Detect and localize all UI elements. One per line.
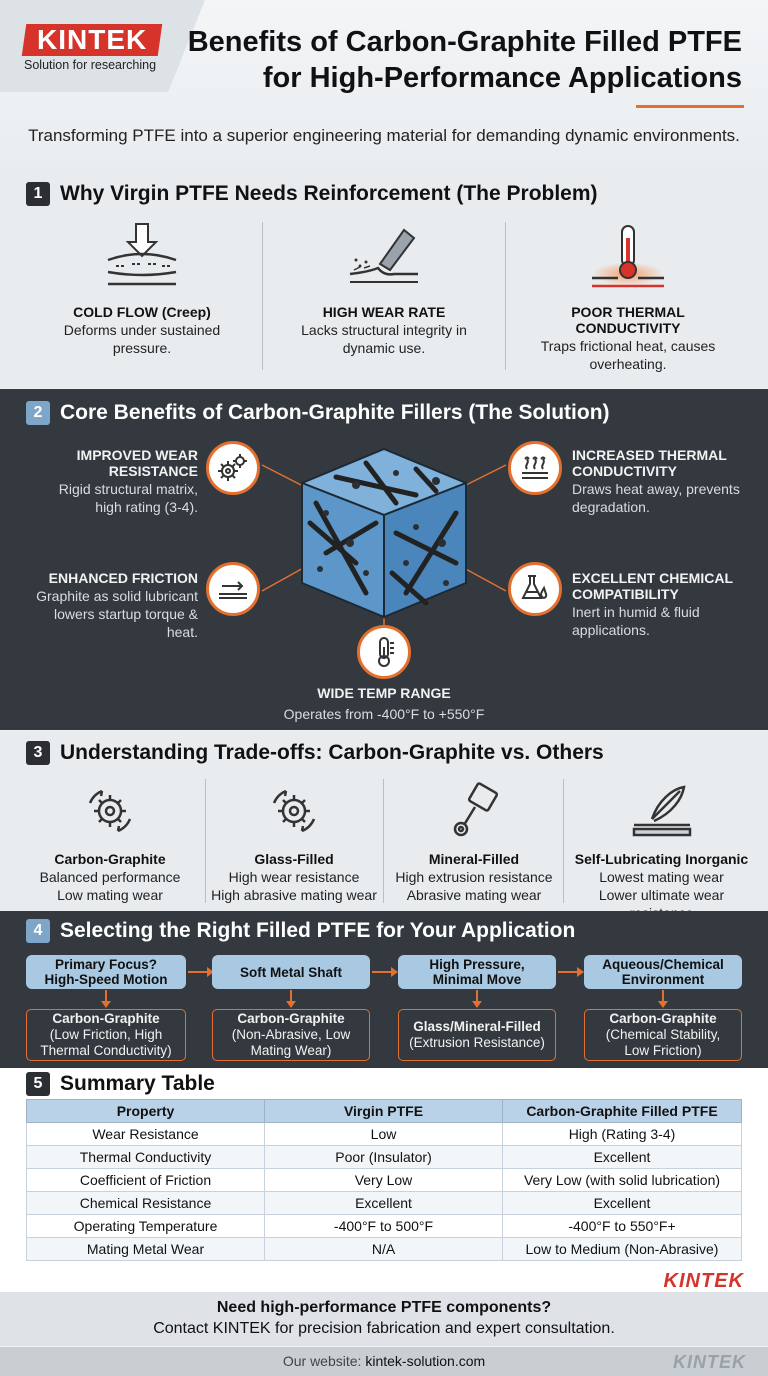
thermometer-icon	[357, 625, 411, 679]
table-cell: Coefficient of Friction	[27, 1169, 265, 1192]
feather-icon	[559, 775, 764, 847]
section-title: Selecting the Right Filled PTFE for Your Application	[60, 919, 576, 942]
problem-desc: pressure.	[112, 340, 172, 356]
tagline: Solution for researching	[24, 58, 157, 72]
footer-watermark-logo: KINTEK	[673, 1352, 746, 1372]
footer-logo[interactable]: KINTEK	[663, 1270, 744, 1292]
table-cell: N/A	[265, 1238, 503, 1261]
section-heading	[26, 919, 575, 943]
problem-desc: dynamic use.	[342, 340, 426, 356]
problem-title: POOR THERMAL CONDUCTIVITY	[571, 304, 685, 336]
section-number: 2	[26, 401, 50, 425]
sliding-surface-icon	[206, 562, 260, 616]
problem-desc: Traps frictional heat, causes	[540, 338, 716, 354]
gear-cycle-icon	[14, 775, 206, 847]
problem-desc: Lacks structural integrity in	[301, 322, 467, 338]
section-number: 5	[26, 1072, 50, 1096]
section-summary	[0, 1068, 768, 1292]
section-title: Why Virgin PTFE Needs Reinforcement (The Problem)	[60, 182, 598, 205]
table-cell: Low to Medium (Non-Abrasive)	[503, 1238, 742, 1261]
flow-arrow	[476, 990, 478, 1002]
comparison-mineral-filled: Mineral-Filled High extrusion resistance Abrasive mating wear	[378, 775, 570, 903]
decision-question: High Pressure, Minimal Move	[398, 955, 556, 989]
section-number: 1	[26, 182, 50, 206]
page-title: Benefits of Carbon-Graphite Filled PTFE for High-Performance Applications	[187, 26, 742, 94]
flow-arrow	[372, 971, 392, 973]
column-header: Carbon-Graphite Filled PTFE	[503, 1100, 742, 1123]
flow-arrow	[188, 971, 208, 973]
table-cell: Excellent	[503, 1192, 742, 1215]
section-selection	[0, 911, 768, 1068]
thermometer-heat-icon	[508, 218, 748, 298]
call-to-action	[0, 1292, 768, 1346]
table-header-row	[27, 1100, 742, 1123]
table-row	[27, 1215, 742, 1238]
decision-question: Aqueous/Chemical Environment	[584, 955, 742, 989]
table-row	[27, 1238, 742, 1261]
section-problem	[0, 170, 768, 388]
summary-table	[26, 1099, 742, 1261]
flow-arrow	[662, 990, 664, 1002]
decision-answer: Carbon-Graphite (Non-Abrasive, Low Mating Wear)	[212, 1009, 370, 1061]
table-row	[27, 1146, 742, 1169]
problem-desc: Deforms under sustained	[63, 322, 221, 338]
flow-arrow	[290, 990, 292, 1002]
benefit-temp-range: WIDE TEMP RANGE Operates from -400°F to +550°F	[283, 685, 485, 722]
column-header: Virgin PTFE	[265, 1100, 503, 1123]
table-cell: Very Low	[265, 1169, 503, 1192]
problem-title: COLD FLOW (Creep)	[73, 304, 211, 320]
piston-icon	[378, 775, 570, 847]
website-link[interactable]: kintek-solution.com	[365, 1353, 486, 1369]
title-underline	[636, 105, 744, 108]
problem-desc: overheating.	[589, 356, 667, 372]
section-number: 3	[26, 741, 50, 765]
comparison-carbon-graphite: Carbon-Graphite Balanced performance Low mating wear	[14, 775, 206, 903]
table-cell: Wear Resistance	[27, 1123, 265, 1146]
benefit-wear-resistance: IMPROVED WEAR RESISTANCE Rigid structural matrix, high rating (3-4).	[58, 447, 198, 515]
section-title: Understanding Trade-offs: Carbon-Graphite vs. Others	[60, 741, 604, 764]
kintek-logo[interactable]: KINTEK	[22, 24, 162, 56]
flask-drop-icon	[508, 562, 562, 616]
cta-headline: Need high-performance PTFE components?	[216, 1299, 552, 1316]
section-solution	[0, 389, 768, 730]
page-subtitle: Transforming PTFE into a superior engineering material for demanding dynamic environments.	[28, 126, 740, 145]
section-heading	[26, 1072, 215, 1096]
benefit-thermal-conductivity: INCREASED THERMAL CONDUCTIVITY Draws heat away, prevents degradation.	[572, 447, 740, 515]
website-label: Our website:	[282, 1353, 366, 1369]
table-cell: Low	[265, 1123, 503, 1146]
heat-dissipation-icon	[508, 441, 562, 495]
comparison-self-lubricating: Self-Lubricating Inorganic Lowest mating wear Lower ultimate wear	[559, 775, 764, 921]
section-title: Core Benefits of Carbon-Graphite Fillers (The Solution)	[60, 401, 610, 424]
table-cell: High (Rating 3-4)	[503, 1123, 742, 1146]
decision-question: Soft Metal Shaft	[212, 955, 370, 989]
problem-item-cold-flow	[22, 218, 262, 356]
table-cell: Very Low (with solid lubrication)	[503, 1169, 742, 1192]
website-bar	[0, 1347, 768, 1376]
gears-icon	[206, 441, 260, 495]
section-number: 4	[26, 919, 50, 943]
section-title: Summary Table	[60, 1072, 215, 1095]
table-row	[27, 1123, 742, 1146]
section-heading	[26, 741, 604, 765]
column-header: Property	[27, 1100, 265, 1123]
compression-arrow-icon	[22, 218, 262, 298]
problem-item-wear	[264, 218, 504, 356]
table-row	[27, 1169, 742, 1192]
divider	[262, 222, 263, 370]
section-heading	[26, 182, 598, 206]
flow-arrow	[105, 990, 107, 1002]
table-cell: -400°F to 550°F+	[503, 1215, 742, 1238]
problem-item-thermal	[508, 218, 748, 372]
gear-cycle-icon	[198, 775, 390, 847]
flow-arrow	[558, 971, 578, 973]
cta-text: Contact KINTEK for precision fabrication and expert consultation.	[153, 1320, 615, 1337]
comparison-glass-filled: Glass-Filled High wear resistance High abrasive mating wear	[198, 775, 390, 903]
table-cell: Mating Metal Wear	[27, 1238, 265, 1261]
section-tradeoffs	[0, 731, 768, 911]
table-cell: Excellent	[503, 1146, 742, 1169]
problem-title: HIGH WEAR RATE	[322, 304, 446, 320]
benefit-chemical-compatibility: EXCELLENT CHEMICAL COMPATIBILITY Inert in humid & fluid applications.	[572, 570, 733, 638]
benefit-friction: ENHANCED FRICTION Graphite as solid lubricant lowers startup torque & heat.	[36, 570, 198, 640]
table-cell: Operating Temperature	[27, 1215, 265, 1238]
decision-answer: Carbon-Graphite (Chemical Stability, Low Friction)	[584, 1009, 742, 1061]
table-cell: Chemical Resistance	[27, 1192, 265, 1215]
decision-question: Primary Focus? High-Speed Motion	[26, 955, 186, 989]
table-cell: Thermal Conductivity	[27, 1146, 265, 1169]
table-cell: Poor (Insulator)	[265, 1146, 503, 1169]
wear-scraper-icon	[264, 218, 504, 298]
composite-cube-illustration	[296, 443, 472, 623]
decision-answer: Carbon-Graphite (Low Friction, High Thermal Conductivity)	[26, 1009, 186, 1061]
divider	[505, 222, 506, 370]
table-cell: Excellent	[265, 1192, 503, 1215]
decision-answer: Glass/Mineral-Filled (Extrusion Resistance)	[398, 1009, 556, 1061]
table-row	[27, 1192, 742, 1215]
table-cell: -400°F to 500°F	[265, 1215, 503, 1238]
